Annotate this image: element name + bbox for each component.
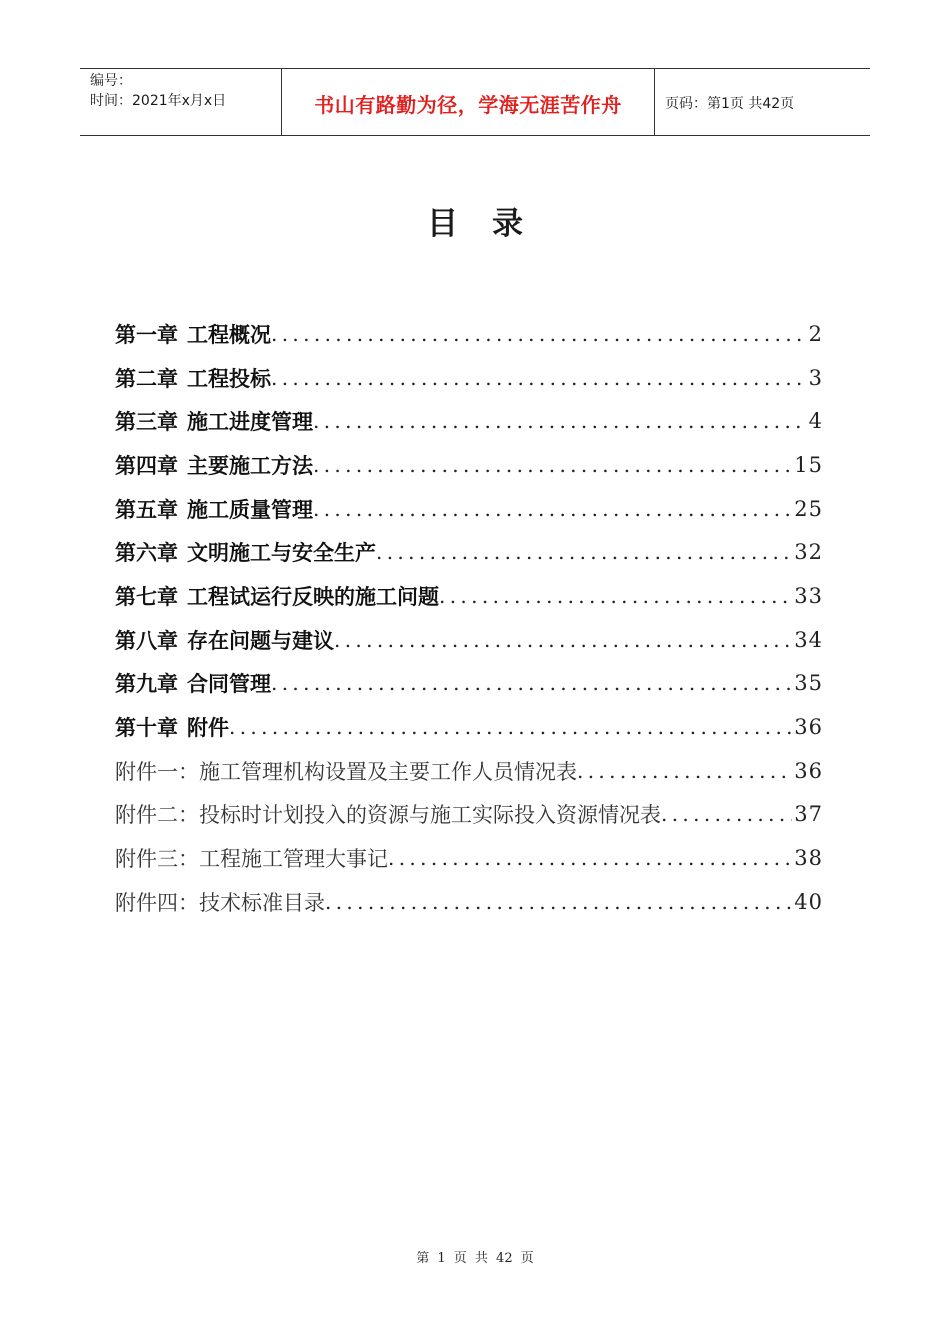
toc-entry[interactable]	[115, 749, 823, 793]
toc-entry-leader	[271, 322, 807, 346]
toc-entry-page-number: 37	[794, 802, 823, 827]
toc-entry-title: 合同管理	[187, 672, 271, 697]
toc-entry-leader	[313, 453, 792, 477]
toc-entry[interactable]	[115, 880, 823, 924]
toc-entry-leader	[661, 802, 792, 826]
toc-entry-leader	[271, 671, 792, 695]
toc-entry-title: 工程施工管理大事记	[199, 847, 388, 872]
toc-entry-page-number: 38	[794, 846, 823, 871]
toc-entry-chapter: 第十章	[115, 716, 178, 741]
toc-entry-label	[115, 537, 376, 567]
toc-entry-label	[115, 668, 271, 698]
header-page-info: 页码：第1页 共42页	[665, 96, 795, 112]
page-header	[80, 68, 870, 136]
toc-entry-page-number: 34	[794, 627, 823, 652]
toc-entry-leader	[313, 497, 792, 521]
toc-entry-leader	[334, 628, 792, 652]
toc-entry[interactable]	[115, 793, 823, 837]
toc-entry-page-number: 35	[794, 671, 823, 696]
header-motto: 书山有路勤为径，学海无涯苦作舟	[314, 92, 622, 117]
toc-entry-title: 存在问题与建议	[187, 628, 334, 653]
toc-entry-leader	[388, 846, 792, 870]
toc-entry-title: 工程投标	[187, 366, 271, 391]
date-label: 时间：2021年x月x日	[90, 93, 227, 109]
toc-entry-label	[115, 581, 439, 611]
toc-entry[interactable]	[115, 618, 823, 662]
toc-entry-page-number: 3	[808, 365, 823, 390]
toc-entry-chapter: 第五章	[115, 497, 178, 522]
header-page-info-cell	[655, 69, 870, 135]
toc-entry-title: 投标时计划投入的资源与施工实际投入资源情况表	[199, 803, 661, 828]
toc-entry[interactable]	[115, 530, 823, 574]
toc-entry-page-number: 2	[808, 321, 823, 346]
toc-entry-leader	[439, 584, 792, 608]
toc-entry-chapter: 附件一：	[115, 759, 199, 784]
toc-entry-chapter: 附件三：	[115, 847, 199, 872]
toc-entry-label	[115, 887, 325, 917]
toc-entry-chapter: 附件二：	[115, 803, 199, 828]
toc-entry-page-number: 32	[794, 540, 823, 565]
toc-entry-title: 文明施工与安全生产	[187, 541, 376, 566]
toc-entry-chapter: 第八章	[115, 628, 178, 653]
toc-entry-chapter: 第一章	[115, 322, 178, 347]
toc-entry-label	[115, 450, 313, 480]
toc-entry[interactable]	[115, 836, 823, 880]
toc-entry-title: 主要施工方法	[187, 453, 313, 478]
toc-entry-page-number: 33	[794, 583, 823, 608]
toc-entry-title: 附件	[187, 716, 229, 741]
toc-entry[interactable]	[115, 574, 823, 618]
toc-entry-title: 施工管理机构设置及主要工作人员情况表	[199, 759, 577, 784]
toc-entry-title: 技术标准目录	[199, 890, 325, 915]
toc-entry[interactable]	[115, 705, 823, 749]
toc-entry[interactable]	[115, 312, 823, 356]
toc-entry-chapter: 第三章	[115, 410, 178, 435]
toc-entry[interactable]	[115, 356, 823, 400]
toc-entry-chapter: 第二章	[115, 366, 178, 391]
toc-entry-chapter: 第六章	[115, 541, 178, 566]
page-footer: 第 1 页 共 42 页	[416, 1251, 534, 1266]
toc-entry-leader	[577, 759, 792, 783]
toc-entry-page-number: 4	[808, 409, 823, 434]
toc-entry-page-number: 15	[794, 452, 823, 477]
toc-entry-label	[115, 712, 229, 742]
toc-entry-label	[115, 319, 271, 349]
toc-entry-chapter: 附件四：	[115, 890, 199, 915]
toc-entry-title: 施工进度管理	[187, 410, 313, 435]
toc-entry-label	[115, 799, 661, 829]
toc-entry-label	[115, 363, 271, 393]
toc-entry-label	[115, 756, 577, 786]
toc-entry-title: 工程试运行反映的施工问题	[187, 584, 439, 609]
toc-entry-leader	[313, 409, 807, 433]
toc-entry[interactable]	[115, 399, 823, 443]
toc-entry-label	[115, 406, 313, 436]
page-title: 目录	[427, 206, 557, 242]
toc-entry-leader	[229, 715, 792, 739]
toc-entry-chapter: 第九章	[115, 672, 178, 697]
toc-entry[interactable]	[115, 487, 823, 531]
serial-label: 编号：	[90, 73, 132, 89]
toc-entry-page-number: 40	[794, 889, 823, 914]
toc-entry-page-number: 25	[794, 496, 823, 521]
toc-entry-leader	[271, 366, 807, 390]
toc-entry-leader	[325, 890, 792, 914]
toc-entry-page-number: 36	[794, 758, 823, 783]
toc-entry-title: 施工质量管理	[187, 497, 313, 522]
toc-entry-label	[115, 494, 313, 524]
toc-entry-chapter: 第七章	[115, 584, 178, 609]
header-motto-cell	[282, 69, 655, 135]
toc-entry-label	[115, 843, 388, 873]
toc-entry-title: 工程概况	[187, 322, 271, 347]
header-meta	[80, 69, 282, 135]
toc-entry-leader	[376, 540, 792, 564]
toc-entry-page-number: 36	[794, 715, 823, 740]
toc-entry-label	[115, 625, 334, 655]
toc-entry[interactable]	[115, 662, 823, 706]
toc-entry[interactable]	[115, 443, 823, 487]
toc-entry-chapter: 第四章	[115, 453, 178, 478]
table-of-contents	[115, 312, 823, 924]
